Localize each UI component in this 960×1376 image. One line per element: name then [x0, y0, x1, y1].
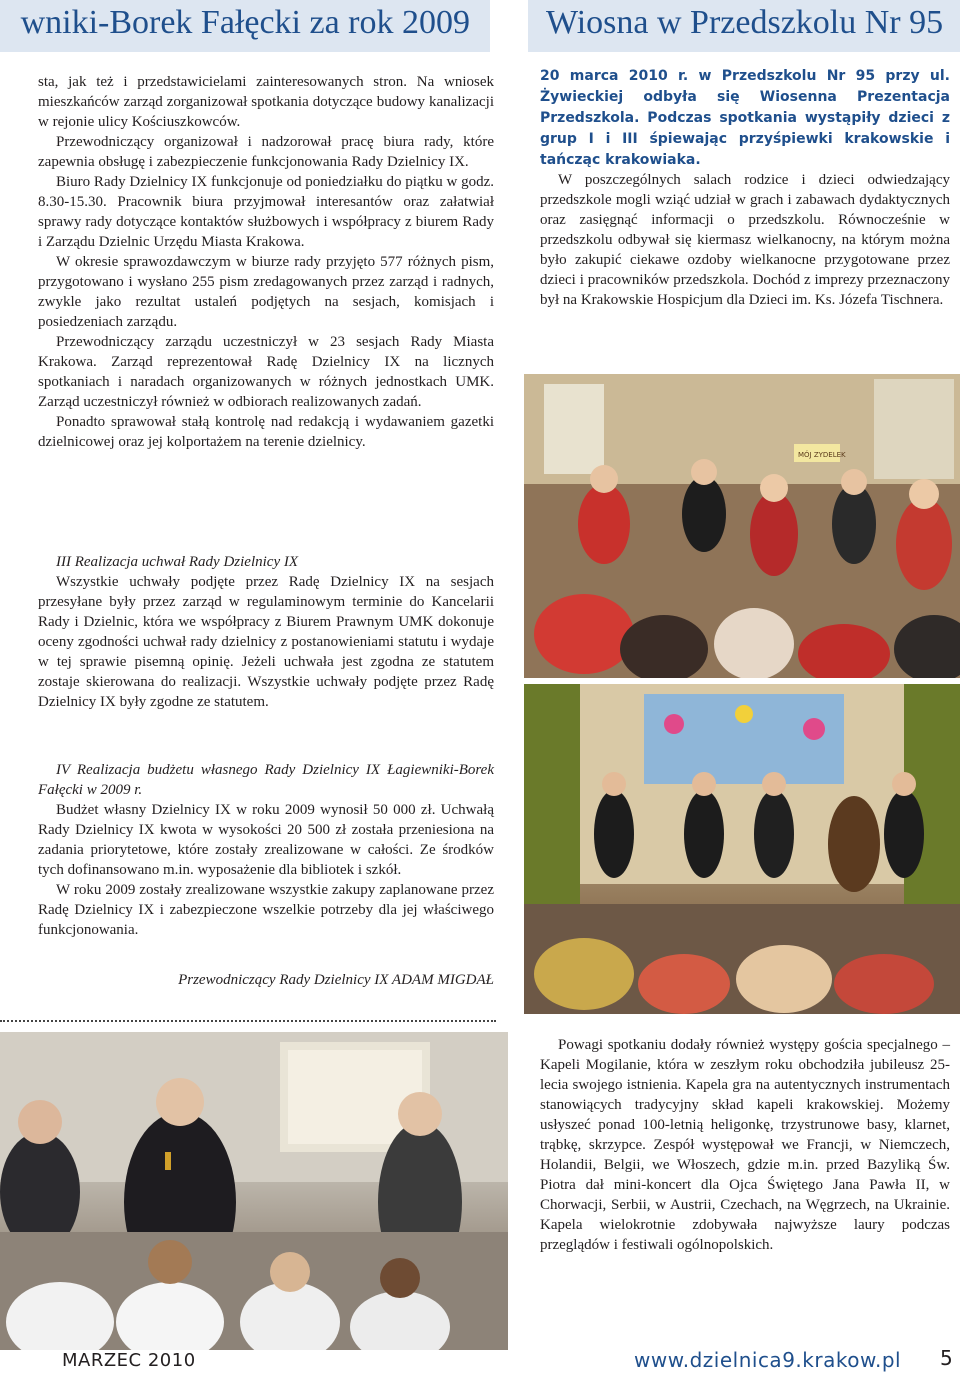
section-iv: [38, 760, 494, 940]
paragraph: Biuro Rady Dzielnicy IX funkcjonuje od poniedziałku do piątku w godz. 8.30-15.30. Pracownik biura przyjmował interesantów oraz załatwiał sprawy rady dotyczące kontaktów służbowych i współpracy z biurem Rady i Zarządu Dzielnic Urzędu Miasta Krakowa.: [38, 174, 494, 250]
left-header-bar: [0, 0, 490, 52]
section-iii: [38, 552, 494, 712]
paragraph: sta, jak też i przedstawicielami zainteresowanych stron. Na wniosek mieszkańców zarząd zorganizował spotkania dotyczące budowy kanalizacji w rejonie ulicy Kościuszkowców.: [38, 74, 494, 130]
paragraph: Przewodniczący zarządu uczestniczył w 23 sesjach Rady Miasta Krakowa. Zarząd reprezentował Radę Dzielnicy IX na licznych spotkaniach i naradach organizowanych w różnych jednostkach UMK. Zarząd uczestniczył również w odbiorach realizowanych zadań.: [38, 334, 494, 410]
page-number: 5: [940, 1346, 953, 1370]
footer-issue-date: MARZEC 2010: [62, 1350, 196, 1371]
right-header-bar: [528, 0, 960, 52]
left-article-title: wniki-Borek Fałęcki za rok 2009: [20, 4, 470, 41]
paragraph: Ponadto sprawował stałą kontrolę nad redakcją i wydawaniem gazetki dzielnicowej oraz jej kolportażem na terenie dzielnicy.: [38, 414, 494, 450]
section-heading: IV Realizacja budżetu własnego Rady Dzielnicy IX Łagiewniki-Borek Fałęcki w 2009 r.: [38, 762, 494, 798]
photo-sign-text: MÓJ ZYDELEK: [798, 451, 846, 459]
paragraph: W roku 2009 zostały zrealizowane wszystkie zakupy zaplanowane przez Radę Dzielnicy IX i zabezpieczone wszelkie potrzeby dla jej właściwego funkcjonowania.: [38, 882, 494, 938]
footer-website-link[interactable]: www.dzielnica9.krakow.pl: [634, 1348, 902, 1372]
photo-bishop-with-children: [0, 1032, 508, 1350]
author-signature: Przewodniczący Rady Dzielnicy IX ADAM MIGDAŁ: [178, 972, 494, 988]
photo-children-dancing: [524, 374, 960, 678]
section-heading: III Realizacja uchwał Rady Dzielnicy IX: [56, 554, 299, 570]
article-body: [540, 170, 950, 310]
photo-folk-band-illustration: [524, 684, 960, 1014]
right-article-title: Wiosna w Przedszkolu Nr 95: [546, 4, 944, 41]
photo-children-dancing-illustration: [524, 374, 960, 678]
photo-bishop-with-children-illustration: [0, 1032, 508, 1350]
left-report-text: [38, 72, 494, 452]
paragraph: Powagi spotkaniu dodały również występy gościa specjalnego – Kapeli Mogilanie, która w zeszłym roku obchodziła jubileusz 25-lecia swojego istnienia. Kapela gra na autentycznych instrumentach stanowiących tradycyjny skład kapeli krakowskiej. Możemy usłyszeć ponad 100-letnią heligonkę, trzystrunowe basy, klarnet, trąbkę, skrzypce. Zespół występował we Francji, w Niemczech, Holandii, Belgii, we Włoszech, gdzie m.in. przed Bazyliką Św. Piotra dał mini-koncert dla Ojca Świętego Jana Pawła II, w Chorwacji, Serbii, w Austrii, Czechach, na Węgrzech, na Ukrainie. Kapela wielokrotnie zdobywała najwyższe laury podczas przeglądów i festiwali ogólnopolskich.: [540, 1037, 950, 1253]
article-lead: 20 marca 2010 r. w Przedszkolu Nr 95 przy ul. Żywieckiej odbyła się Wiosenna Prezentacja Przedszkola. Podczas spotkania wystąpiły dzieci z grup I i III śpiewając przyśpiewki krakowskie i tańcząc krakowiaka.: [540, 68, 950, 168]
paragraph: Przewodniczący organizował i nadzorował pracę biura rady, które zapewnia obsługę i zabezpieczenie funkcjonowania Rady Dzielnicy IX.: [38, 134, 494, 170]
paragraph: Wszystkie uchwały podjęte przez Radę Dzielnicy IX na sesjach przesyłane były przez zarząd w regulaminowym terminie do Kancelarii Rady i Dzielnic, która we współpracy z Biurem Prawnym UMK dokonuje oceny zgodności uchwał rady dzielnicy z postanowieniami statutu i wydaje w tej sprawie pisemną opinię. Jeżeli uchwała jest zgodna ze statutem zostaje skierowana do realizacji. Wszystkie uchwały podjęte przez Radę Dzielnicy IX były zgodne ze statutem.: [38, 574, 494, 710]
photo-folk-band: [524, 684, 960, 1014]
article-band-text: [540, 1035, 950, 1255]
dotted-divider: [0, 1020, 496, 1022]
paragraph: Budżet własny Dzielnicy IX w roku 2009 wynosił 50 000 zł. Uchwałą Rady Dzielnicy IX kwota w wysokości 20 500 zł została przeniesiona na zadania priorytetowe, które zostały zrealizowane w całości. Ze środków tych dofinansowano m.in. wyposażenie dla bibliotek i szkół.: [38, 802, 494, 878]
paragraph: W okresie sprawozdawczym w biurze rady przyjęto 577 różnych pism, przygotowano i wysłano 255 pism zredagowanych przez zarząd i radnych, zwykle jako rezultat ustaleń podjętych na sesjach, komisjach i posiedzeniach zarządu.: [38, 254, 494, 330]
paragraph: W poszczególnych salach rodzice i dzieci odwiedzający przedszkole mogli wziąć udział w grach i zabawach dydaktycznych oraz zasięgnąć informacji o przedszkolu. Równocześnie w przedszkolu odbywał się kiermasz wielkanocny, na którym można było zakupić ciekawe ozdoby wielkanocne przygotowane przez dzieci i pracowników przedszkola. Dochód z imprezy przeznaczony był na Krakowskie Hospicjum dla Dzieci im. Ks. Józefa Tischnera.: [540, 172, 950, 308]
